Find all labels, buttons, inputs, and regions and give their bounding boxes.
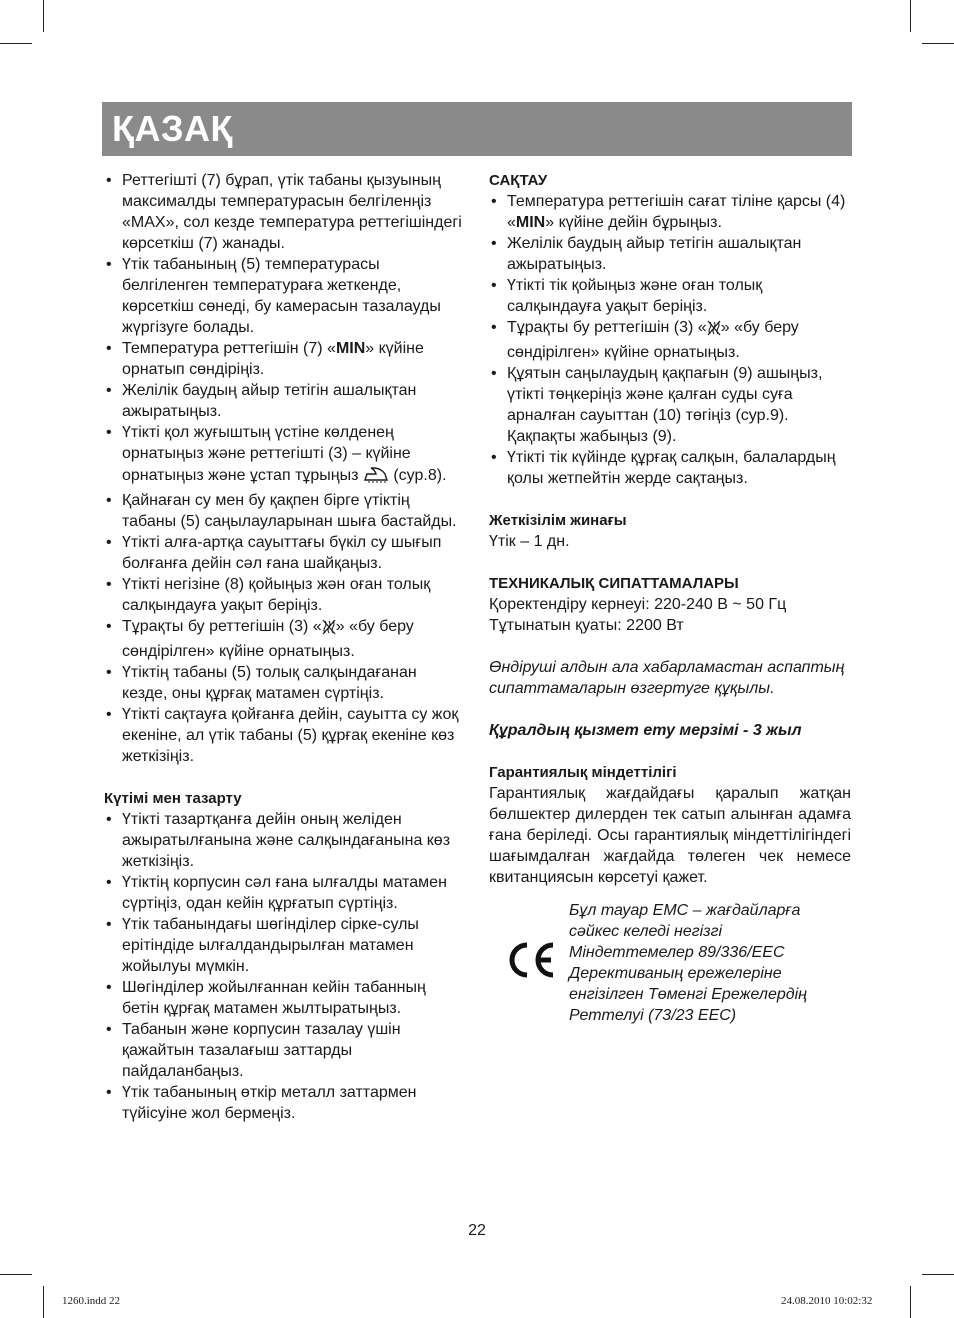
steam-off-icon xyxy=(322,619,336,641)
list-item xyxy=(489,191,851,233)
care-list xyxy=(104,809,466,1124)
list-item: • Шөгінділер жойылғаннан кейін табанның бетін құрғақ матамен жылтыратыңыз. xyxy=(104,977,466,1019)
list-item: • Құятын саңылаудың қақпағын (9) ашыңыз, үтікті төңкеріңіз және қалған суды суға арналған сауыттан (10) төгіңіз (сур.9). Қақпақты жабыңыз (9). xyxy=(489,363,851,447)
list-item: • Үтікті сақтауға қойғанға дейін, сауытта су жоқ екеніне, ал үтік табаны (5) құрғақ екеніне көз жеткізіңіз. xyxy=(104,704,466,767)
text: (сур.8). xyxy=(388,467,447,484)
text: » «бу беру сөндірілген» күйіне орнатыңыз. xyxy=(507,319,799,361)
steam-off-icon xyxy=(707,320,721,342)
min-label: MIN xyxy=(515,214,546,231)
crop-mark xyxy=(922,1274,954,1275)
usage-list xyxy=(104,170,466,767)
list-item: • Реттегішті (7) бұрап, үтік табаны қызуының максималды температурасын белгіленңіз «MAX», сол кезде температура реттегішіндегі көрсеткіш (7) жанады. xyxy=(104,170,466,254)
manufacturer-note: Өндіруші алдын ала хабарламастан аспаптың сипаттамаларын өзгертуге құқылы. xyxy=(489,659,845,697)
iron-steam-icon xyxy=(363,464,389,490)
service-life: Құралдың қызмет ету мерзімі - 3 жыл xyxy=(489,722,802,739)
crop-mark xyxy=(0,1274,32,1275)
list-item: • Үтікті тік қойыңыз және оған толық салқындауға уақыт беріңіз. xyxy=(489,275,851,317)
page-number: 22 xyxy=(468,1222,486,1239)
text: Тұрақты бу реттегішін (3) « xyxy=(122,618,322,635)
list-item: • Үтіктің корпусин сәл ғана ылғалды матамен сүртіңіз, одан кейін құрғатып сүртіңіз. xyxy=(104,872,466,914)
care-heading: Күтімі мен тазарту xyxy=(104,790,242,807)
warranty-heading: Гарантиялық міндеттілігі xyxy=(489,764,677,781)
list-item: • Қайнаған су мен бу қақпен бірге үтіктің табаны (5) саңылауларынан шыға бастайды. xyxy=(104,490,466,532)
crop-mark xyxy=(922,43,954,44)
left-column xyxy=(104,170,466,1124)
print-timestamp: 24.08.2010 10:02:32 xyxy=(781,1295,873,1307)
text: Температура реттегішін (7) « xyxy=(122,340,336,357)
voltage-text: Қоректендіру кернеуі: 220-240 В ~ 50 Гц xyxy=(489,596,787,613)
text: » күйіне орнатып сөндіріңіз. xyxy=(122,340,424,378)
tech-heading: ТЕХНИКАЛЫҚ СИПАТТАМАЛАРЫ xyxy=(489,575,739,592)
section-title: ҚАЗАҚ xyxy=(112,108,233,149)
storage-list xyxy=(489,191,851,489)
list-item: • Табанын және корпусин тазалау үшін қажайтын тазалағыш заттарды пайдаланбаңыз. xyxy=(104,1019,466,1082)
text: » күйіне дейін бұрыңыз. xyxy=(545,214,722,231)
list-item: • Үтікті алға-артқа сауыттағы бүкіл су шығып болғанға дейін сәл ғана шайқаңыз. xyxy=(104,532,466,574)
ce-block xyxy=(489,900,851,1030)
text: » «бу беру сөндірілген» күйіне орнатыңыз. xyxy=(122,618,414,660)
right-column xyxy=(489,170,851,1030)
list-item: • Үтік табанының өткір металл заттармен түйісуіне жол бермеңіз. xyxy=(104,1082,466,1124)
min-label: MIN xyxy=(335,340,366,357)
delivery-heading: Жеткізілім жинағы xyxy=(489,512,627,529)
warranty-text: Гарантиялық жағдайдағы қаралып жатқан бөлшектер дилерден тек сатып алынған адамға ғана беріледі. Осы гарантиялық міндеттілігіндегі шағымдалған жағдайда төлеген чек немесе квитанциясын көрсетуі қажет. xyxy=(489,785,851,886)
section-header xyxy=(102,102,852,156)
text: Температура реттегішін сағат тіліне қарсы (4) « xyxy=(507,193,846,231)
list-item: • Желілік баудың айыр тетігін ашалықтан ажыратыңыз. xyxy=(489,233,851,275)
list-item xyxy=(104,338,466,380)
storage-heading: САҚТАУ xyxy=(489,172,548,189)
crop-mark xyxy=(910,0,911,32)
power-text: Тұтынатын қуаты: 2200 Вт xyxy=(489,617,684,634)
text: Үтікті қол жуғыштың үстіне көлденең орнатыңыз және реттегішті (3) – күйіне орнатыңыз және ұстап тұрыңыз xyxy=(122,424,411,484)
list-item xyxy=(104,422,466,490)
delivery-text: Үтік – 1 дн. xyxy=(489,533,570,550)
list-item: • Үтік табанындағы шөгінділер сірке-сулы ерітіндіде ылғалдандырылған матамен жойылуы мүмкін. xyxy=(104,914,466,977)
ce-text: Бұл тауар ЕМС – жағдайларға сәйкес келеді негізгі Міндеттемелер 89/336/ЕЕС Дерективаның ережелеріне енгізілген Төменгі Ережелердің Реттелуі (73/23 ЕЕС) xyxy=(569,902,807,1024)
crop-mark xyxy=(43,0,44,32)
crop-mark xyxy=(43,1286,44,1318)
crop-mark xyxy=(910,1286,911,1318)
list-item xyxy=(104,616,466,662)
list-item: • Желілік баудың айыр тетігін ашалықтан ажыратыңыз. xyxy=(104,380,466,422)
file-name: 1260.indd 22 xyxy=(62,1295,121,1307)
text: Тұрақты бу реттегішін (3) « xyxy=(507,319,707,336)
list-item xyxy=(489,317,851,363)
ce-mark-icon xyxy=(503,940,559,980)
list-item: • Үтікті тік күйінде құрғақ салқын, балалардың қолы жетпейтін жерде сақтаңыз. xyxy=(489,447,851,489)
list-item: • Үтікті негізіне (8) қойыңыз жән оған толық салқындауға уақыт беріңіз. xyxy=(104,574,466,616)
crop-mark xyxy=(0,43,32,44)
list-item: • Үтіктің табаны (5) толық салқындағанан кезде, оны құрғақ матамен сүртіңіз. xyxy=(104,662,466,704)
list-item: • Үтік табанының (5) температурасы белгіленген температураға жеткенде, көрсеткіш сөнеді, бу камерасын тазалауды жүргізуге болады. xyxy=(104,254,466,338)
list-item: • Үтікті тазартқанға дейін оның желіден ажыратылғанына және салқындағанына көз жеткізіңіз. xyxy=(104,809,466,872)
